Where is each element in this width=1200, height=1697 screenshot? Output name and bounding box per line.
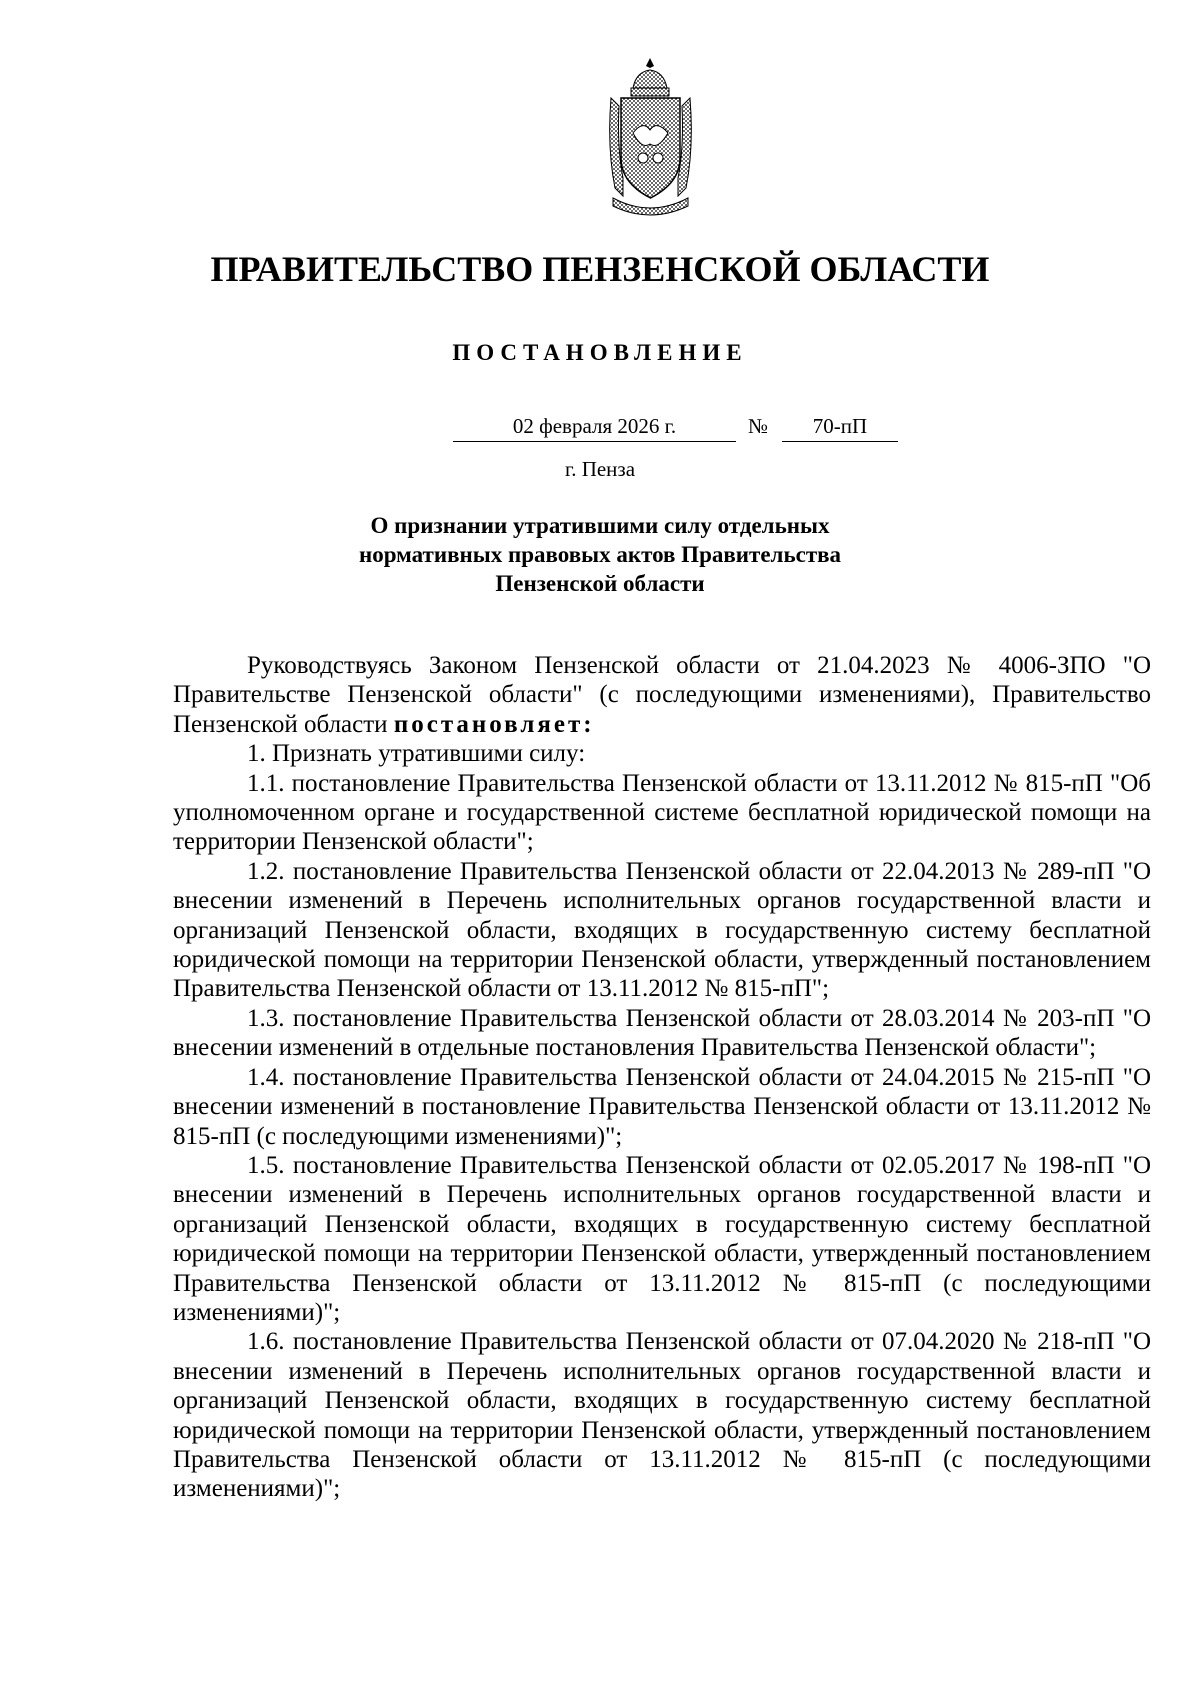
number-sign: №	[748, 414, 769, 438]
document-date: 02 февраля 2026 г.	[453, 411, 736, 442]
item-1: 1. Признать утратившими силу:	[247, 740, 586, 768]
subitem-1-4: 1.4. постановление Правительства Пензенской области от 24.04.2015 № 215-пП "О внесении изменений в постановление Правительства Пензенской области от 13.11.2012 № 815-пП (с последующими изменениями)";	[173, 1063, 1151, 1150]
title-line-2: нормативных правовых актов Правительства	[358, 542, 842, 567]
title-line-1: О признании утратившими силу отдельных	[370, 513, 830, 538]
subitem-1-3: 1.3. постановление Правительства Пензенской области от 28.03.2014 № 203-пП "О внесении изменений в отдельные постановления Правительства Пензенской области";	[173, 1004, 1151, 1062]
subitem-1-6: 1.6. постановление Правительства Пензенской области от 07.04.2020 № 218-пП "О внесении изменений в Перечень исполнительных органов государственной власти и организаций Пензенской области, входящих в государственную систему бесплатной юридической помощи на территории Пензенской области, утвержденный постановлением Правительства Пензенской области от 13.11.2012 № 815-пП (с последующими изменениями)";	[173, 1328, 1151, 1503]
preamble-text: Руководствуясь Законом Пензенской области от 21.04.2023 № 4006-ЗПО "О Правительстве Пензенской области" (с последующими изменениями), Правительство Пензенской области	[173, 652, 1151, 738]
decree-word: постановляет:	[393, 710, 595, 738]
preamble-paragraph	[173, 651, 1151, 739]
organization-name: ПРАВИТЕЛЬСТВО ПЕНЗЕНСКОЙ ОБЛАСТИ	[210, 249, 990, 289]
document-body	[173, 651, 1151, 1504]
document-city: г. Пенза	[564, 457, 636, 481]
subitem-1-2: 1.2. постановление Правительства Пензенской области от 22.04.2013 № 289-пП "О внесении изменений в Перечень исполнительных органов государственной власти и организаций Пензенской области, входящих в государственную систему бесплатной юридической помощи на территории Пензенской области, утвержденный постановлением Правительства Пензенской области от 13.11.2012 № 815-пП";	[173, 857, 1151, 1003]
coat-of-arms-icon	[603, 58, 698, 218]
title-line-3: Пензенской области	[495, 571, 705, 596]
document-type: ПОСТАНОВЛЕНИЕ	[452, 340, 748, 365]
document-number: 70-пП	[782, 411, 898, 442]
subitem-1-5: 1.5. постановление Правительства Пензенской области от 02.05.2017 № 198-пП "О внесении изменений в Перечень исполнительных органов государственной власти и организаций Пензенской области, входящих в государственную систему бесплатной юридической помощи на территории Пензенской области, утвержденный постановлением Правительства Пензенской области от 13.11.2012 № 815-пП (с последующими изменениями)";	[173, 1151, 1151, 1326]
subitem-1-1: 1.1. постановление Правительства Пензенской области от 13.11.2012 № 815-пП "Об уполномоченном органе и государственной системе бесплатной юридической помощи на территории Пензенской области";	[173, 769, 1151, 856]
document-meta	[0, 411, 1200, 445]
document-title	[330, 511, 870, 598]
